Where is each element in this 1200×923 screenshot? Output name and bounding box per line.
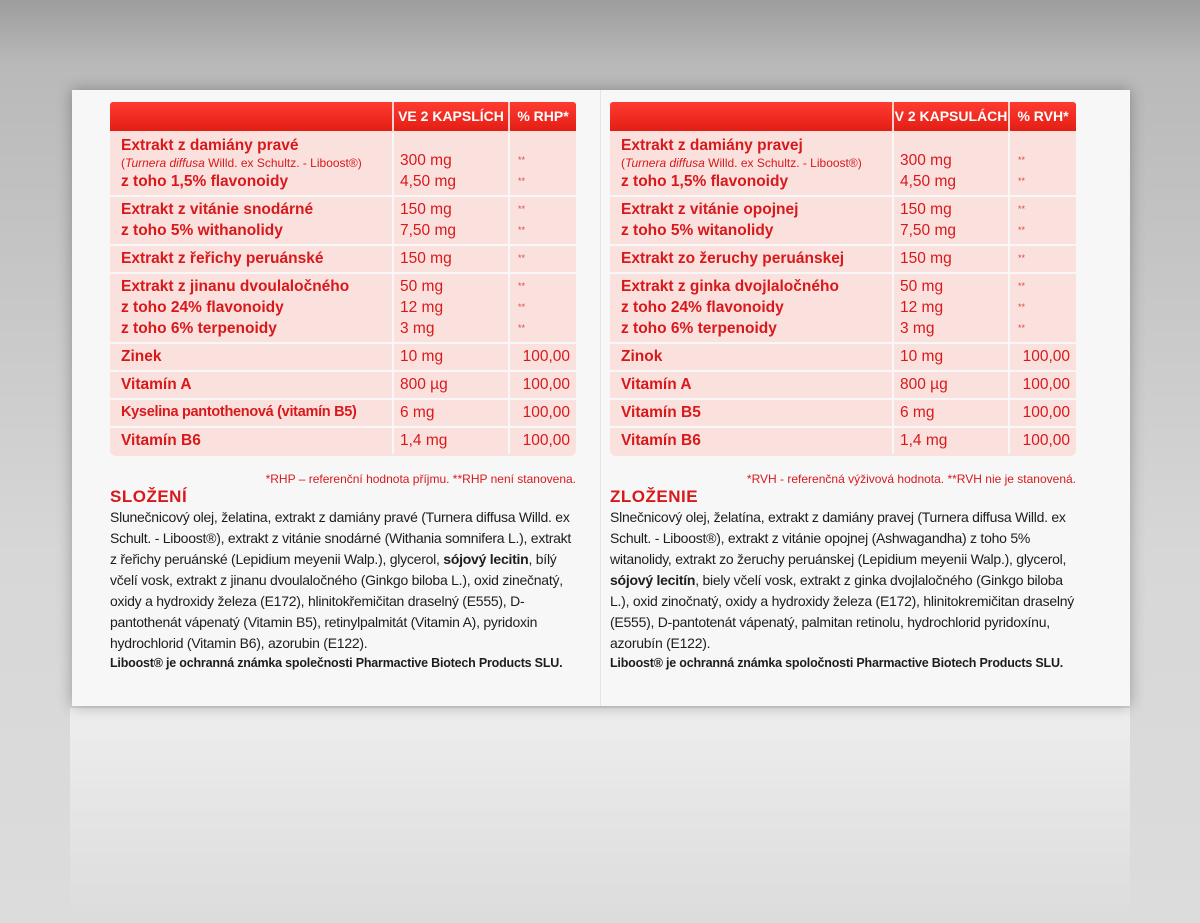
row-amount: 3 mg	[900, 320, 935, 337]
table-row	[110, 400, 576, 428]
table-row	[610, 372, 1076, 400]
row-subname: z toho 5% withanolidy	[121, 222, 283, 239]
row-name: Kyselina pantothenová (vitamín B5)	[121, 404, 357, 420]
row-name: Vitamín B6	[121, 432, 201, 449]
table-row	[610, 197, 1076, 246]
table-row	[110, 133, 576, 197]
table-row	[610, 428, 1076, 454]
table-row	[110, 372, 576, 400]
row-name: Vitamín A	[121, 376, 192, 393]
row-percent: **	[518, 302, 526, 312]
product-box-back	[72, 90, 1130, 706]
panel-czech	[110, 102, 576, 672]
table-row	[610, 246, 1076, 274]
row-percent: **	[1018, 323, 1026, 333]
table-row	[110, 428, 576, 454]
row-percent: **	[518, 204, 526, 214]
row-percent: **	[1018, 302, 1026, 312]
header-amount: V 2 KAPSULÁCH	[892, 102, 1008, 131]
row-amount: 10 mg	[400, 348, 444, 365]
footnote: *RHP – referenční hodnota příjmu. **RHP není stanovena.	[265, 472, 576, 486]
row-amount: 3 mg	[400, 320, 435, 337]
composition-title: ZLOŽENIE	[610, 487, 699, 506]
header-percent: % RHP*	[508, 102, 576, 131]
row-subname: z toho 24% flavonoidy	[121, 299, 284, 316]
row-source: (Turnera diffusa Willd. ex Schultz. - Liboost®)	[121, 156, 362, 170]
row-percent: **	[1018, 204, 1026, 214]
table-row	[110, 274, 576, 344]
row-subname: z toho 5% witanolidy	[621, 222, 774, 239]
row-name: Vitamín A	[621, 376, 692, 393]
row-percent: 100,00	[1022, 348, 1070, 365]
composition-text: Slnečnicový olej, želatína, extrakt z damiány pravej (Turnera diffusa Willd. ex Schult. - Liboost®), extrakt z vitánie opojnej (Ashwagandha) z toho 5% witanolidy, extrakt zo žeruchy peruánskej (Lepidium meyenii Walp.), glycerol, sójový lecitín, biely včelí vosk, extrakt z ginka dvojlaločného (Ginkgo biloba L.), oxid zinočnatý, oxidy a hydroxidy železa (E172), hlinitokremičitan draselný (E555), D-pantotenát vápenatý, palmitan retinolu, hydrochlorid pyridoxínu, azorubín (E122).	[610, 509, 1075, 651]
table-row	[110, 344, 576, 372]
row-name: Extrakt z damiány pravé	[121, 137, 299, 154]
row-percent: 100,00	[522, 348, 570, 365]
row-amount: 800 µg	[400, 376, 448, 393]
table-row	[610, 400, 1076, 428]
table-row	[110, 197, 576, 246]
row-percent: **	[1018, 176, 1026, 186]
row-amount: 7,50 mg	[400, 222, 457, 239]
row-amount: 300 mg	[400, 152, 452, 169]
nutrition-table	[110, 131, 576, 456]
row-subname: z toho 6% terpenoidy	[121, 320, 277, 337]
row-name: Extrakt z ginka dvojlaločného	[621, 278, 839, 295]
row-source: (Turnera diffusa Willd. ex Schultz. - Liboost®)	[621, 156, 862, 170]
row-name: Extrakt z vitánie opojnej	[621, 201, 799, 218]
row-percent: **	[1018, 281, 1026, 291]
row-percent: **	[518, 176, 526, 186]
row-name: Extrakt z jinanu dvoulaločného	[121, 278, 350, 295]
row-subname: z toho 1,5% flavonoidy	[621, 173, 789, 190]
footnote: *RVH - referenčná výživová hodnota. **RVH nie je stanovená.	[746, 472, 1076, 486]
table-row	[610, 344, 1076, 372]
table-header	[110, 102, 576, 131]
row-subname: z toho 24% flavonoidy	[621, 299, 784, 316]
row-name: Vitamín B5	[621, 404, 701, 421]
header-amount: VE 2 KAPSLÍCH	[392, 102, 508, 131]
row-percent: 100,00	[1022, 404, 1070, 421]
header-percent: % RVH*	[1008, 102, 1076, 131]
table-row	[610, 274, 1076, 344]
row-amount: 50 mg	[400, 278, 444, 295]
row-amount: 150 mg	[900, 201, 952, 218]
row-name: Vitamín B6	[621, 432, 701, 449]
row-subname: z toho 6% terpenoidy	[621, 320, 777, 337]
row-amount: 150 mg	[900, 250, 952, 267]
row-name: Zinok	[621, 348, 663, 365]
row-amount: 7,50 mg	[900, 222, 957, 239]
row-percent: 100,00	[522, 376, 570, 393]
row-amount: 4,50 mg	[900, 173, 957, 190]
trademark-note: Liboost® je ochranná známka spoločnosti Pharmactive Biotech Products SLU.	[610, 656, 1064, 670]
row-percent: **	[518, 225, 526, 235]
header-spacer	[610, 102, 892, 131]
row-amount: 150 mg	[400, 201, 452, 218]
row-percent: **	[518, 281, 526, 291]
table-row	[110, 246, 576, 274]
composition-title: SLOŽENÍ	[110, 487, 188, 506]
trademark-note: Liboost® je ochranná známka společnosti Pharmactive Biotech Products SLU.	[110, 656, 563, 670]
table-row	[610, 133, 1076, 197]
row-amount: 6 mg	[900, 404, 935, 421]
row-name: Extrakt z vitánie snodárné	[121, 201, 314, 218]
row-percent: 100,00	[1022, 432, 1070, 449]
header-spacer	[110, 102, 392, 131]
row-name: Extrakt zo žeruchy peruánskej	[621, 250, 845, 267]
row-amount: 4,50 mg	[400, 173, 457, 190]
row-amount: 12 mg	[400, 299, 444, 316]
row-name: Extrakt z damiány pravej	[621, 137, 803, 154]
row-amount: 50 mg	[900, 278, 944, 295]
row-amount: 10 mg	[900, 348, 944, 365]
composition-text: Slunečnicový olej, želatina, extrakt z damiány pravé (Turnera diffusa Willd. ex Schult. - Liboost®), extrakt z vitánie snodárné (Withania somnifera L.), extrakt z řeřichy peruánské (Lepidium meyenii Walp.), glycerol, sójový lecitin, bílý včelí vosk, extrakt z jinanu dvoulaločného (Ginkgo biloba L.), oxid zinečnatý, oxidy a hydroxidy železa (E172), hlinitokřemičitan draselný (E555), D-pantothenát vápenatý (Vitamin B5), retinylpalmitát (Vitamin A), pyridoxin hydrochlorid (Vitamin B6), azorubin (E122).	[110, 509, 572, 651]
row-amount: 6 mg	[400, 404, 435, 421]
nutrition-table	[610, 131, 1076, 456]
row-percent: **	[1018, 155, 1026, 165]
row-percent: **	[518, 155, 526, 165]
row-amount: 300 mg	[900, 152, 952, 169]
row-amount: 1,4 mg	[400, 432, 448, 449]
reflection	[70, 708, 1130, 923]
box-fold-line	[600, 90, 601, 706]
row-amount: 12 mg	[900, 299, 944, 316]
row-percent: **	[518, 253, 526, 263]
table-header	[610, 102, 1076, 131]
row-percent: **	[1018, 253, 1026, 263]
row-amount: 800 µg	[900, 376, 948, 393]
row-name: Extrakt z řeřichy peruánské	[121, 250, 324, 267]
row-percent: 100,00	[1022, 376, 1070, 393]
row-percent: 100,00	[522, 432, 570, 449]
row-subname: z toho 1,5% flavonoidy	[121, 173, 289, 190]
row-name: Zinek	[121, 348, 162, 365]
panel-slovak	[610, 102, 1076, 672]
row-percent: 100,00	[522, 404, 570, 421]
row-percent: **	[518, 323, 526, 333]
row-percent: **	[1018, 225, 1026, 235]
row-amount: 150 mg	[400, 250, 452, 267]
row-amount: 1,4 mg	[900, 432, 948, 449]
